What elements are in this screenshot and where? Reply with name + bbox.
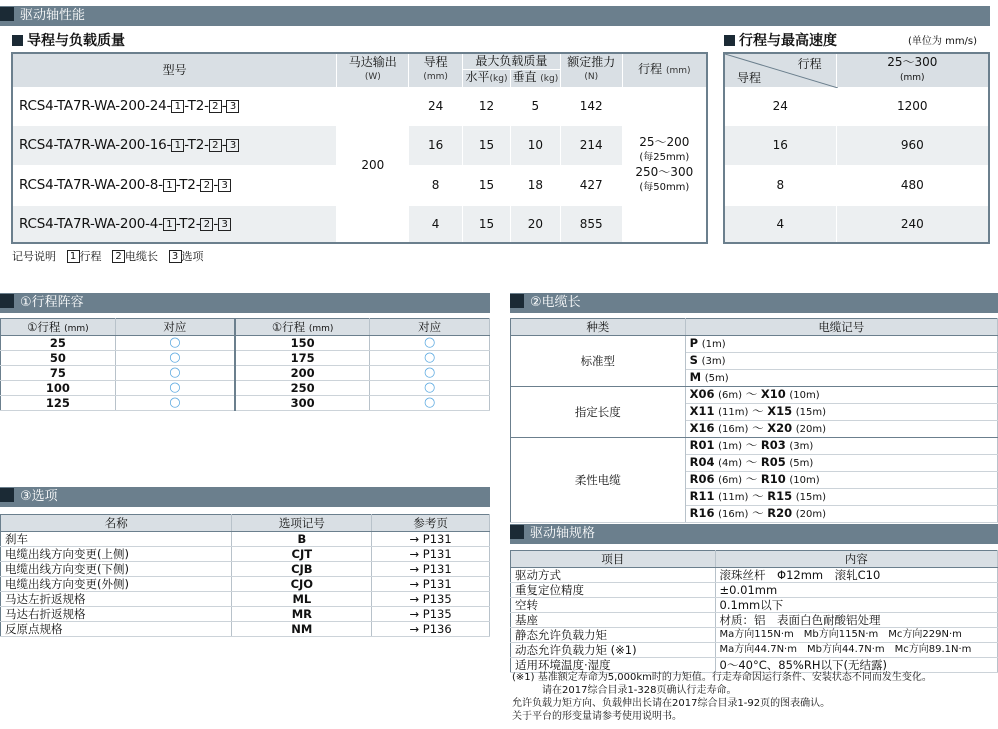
note-line: 允许负载力矩方向、负载伸出长请在2017综合目录1-92页的图表确认。	[512, 698, 831, 709]
lead-cell: 4	[409, 205, 463, 243]
cable-type: 柔性电缆	[511, 438, 686, 523]
thrust-cell: 855	[560, 205, 622, 243]
option-ref: → P131	[372, 577, 490, 592]
model-cell: RCS4-TA7R-WA-200-24- 1 -T2- 2 - 3	[12, 87, 337, 125]
circle-icon: ○	[115, 351, 235, 366]
cable-code: S (3m)	[685, 353, 997, 370]
stroke-value: 150	[235, 336, 370, 351]
symbol-legend: 记号说明 1 行程 2 电缆长 3 选项	[12, 250, 204, 263]
option-ref: → P131	[372, 532, 490, 547]
header-thrust: 额定推力 (N)	[560, 53, 622, 87]
cable-code: R04 (4m) ～ R05 (5m)	[685, 455, 997, 472]
header-stroke: 行程 (mm)	[622, 53, 707, 87]
speed-value: 240	[836, 205, 989, 243]
heading-square-icon	[12, 35, 23, 46]
spec-item: 基座	[511, 613, 716, 628]
header-horizontal: 水平(kg)	[463, 69, 511, 87]
option-code: CJO	[232, 577, 372, 592]
stroke-value: 125	[1, 396, 116, 411]
cable-code: M (5m)	[685, 370, 997, 387]
cable-type: 标准型	[511, 336, 686, 387]
bar-square-icon	[0, 294, 14, 308]
cable-code: P (1m)	[685, 336, 997, 353]
spec-content: Ma方向115N·m Mb方向115N·m Mc方向229N·m	[715, 628, 997, 643]
speed-heading: 行程与最高速度	[724, 30, 837, 50]
section-bar-stroke-list: ①行程阵容	[0, 293, 490, 313]
header-model: 型号	[12, 53, 337, 87]
speed-lead: 4	[724, 205, 836, 243]
cable-code: X16 (16m) ～ X20 (20m)	[685, 421, 997, 438]
horizontal-cell: 15	[463, 205, 511, 243]
spec-content: 滚珠丝杆 Φ12mm 滚轧C10	[715, 568, 997, 583]
header-option-code: 选项记号	[232, 515, 372, 532]
cable-code: R01 (1m) ～ R03 (3m)	[685, 438, 997, 455]
header-content: 内容	[715, 551, 997, 568]
circle-icon: ○	[370, 351, 490, 366]
speed-lead: 16	[724, 125, 836, 165]
option-ref: → P131	[372, 547, 490, 562]
lead-cell: 16	[409, 125, 463, 165]
header-stroke: ①行程 (mm)	[235, 319, 370, 336]
section-bar-cable-length: ②电缆长	[510, 293, 998, 313]
range-header: 25～300 (mm)	[836, 53, 989, 87]
lead-cell: 24	[409, 87, 463, 125]
section-bar-drive-performance	[0, 6, 990, 26]
lead-load-table	[11, 52, 708, 244]
spec-content: ±0.01mm	[715, 583, 997, 598]
option-name: 电缆出线方向变更(外侧)	[1, 577, 232, 592]
options-table	[0, 514, 490, 637]
bar-square-icon	[510, 294, 524, 308]
option-ref: → P131	[372, 562, 490, 577]
header-type: 种类	[511, 319, 686, 336]
option-code: CJT	[232, 547, 372, 562]
spec-item: 驱动方式	[511, 568, 716, 583]
heading-square-icon	[724, 35, 735, 46]
section-bar-options: ③选项	[0, 487, 490, 507]
option-code: MR	[232, 607, 372, 622]
circle-icon: ○	[370, 381, 490, 396]
option-name: 反原点规格	[1, 622, 232, 637]
option-name: 马达右折返规格	[1, 607, 232, 622]
stroke-value: 100	[1, 381, 116, 396]
option-ref: → P135	[372, 592, 490, 607]
stroke-value: 200	[235, 366, 370, 381]
spec-item: 适用环境温度·湿度	[511, 658, 716, 673]
horizontal-cell: 12	[463, 87, 511, 125]
thrust-cell: 142	[560, 87, 622, 125]
spec-item: 空转	[511, 598, 716, 613]
header-name: 名称	[1, 515, 232, 532]
header-ref-page: 参考页	[372, 515, 490, 532]
speed-lead: 24	[724, 87, 836, 125]
speed-value: 480	[836, 165, 989, 205]
option-code: NM	[232, 622, 372, 637]
stroke-value: 75	[1, 366, 116, 381]
drive-spec-table	[510, 550, 998, 673]
spec-content: Ma方向44.7N·m Mb方向44.7N·m Mc方向89.1N·m	[715, 643, 997, 658]
header-lead: 导程 (mm)	[409, 53, 463, 87]
stroke-value: 250	[235, 381, 370, 396]
horizontal-cell: 15	[463, 165, 511, 205]
vertical-cell: 10	[510, 125, 560, 165]
note-line: 请在2017综合目录1-328页确认行走寿命。	[542, 685, 737, 696]
spec-notes	[512, 671, 996, 723]
stroke-value: 175	[235, 351, 370, 366]
option-name: 电缆出线方向变更(上侧)	[1, 547, 232, 562]
header-vertical: 垂直 (kg)	[510, 69, 560, 87]
option-name: 刹车	[1, 532, 232, 547]
circle-icon: ○	[370, 336, 490, 351]
cable-code: R11 (11m) ～ R15 (15m)	[685, 489, 997, 506]
cable-code: X06 (6m) ～ X10 (10m)	[685, 387, 997, 404]
header-item: 项目	[511, 551, 716, 568]
speed-value: 1200	[836, 87, 989, 125]
header-cable-code: 电缆记号	[685, 319, 997, 336]
option-name: 马达左折返规格	[1, 592, 232, 607]
stroke-cell: 25～200 (每25mm) 250～300 (每50mm)	[622, 87, 707, 243]
speed-lead: 8	[724, 165, 836, 205]
circle-icon: ○	[115, 366, 235, 381]
option-code: ML	[232, 592, 372, 607]
thrust-cell: 214	[560, 125, 622, 165]
section-title: 驱动轴性能	[20, 8, 86, 23]
stroke-value: 25	[1, 336, 116, 351]
cable-code: R06 (6m) ～ R10 (10m)	[685, 472, 997, 489]
circle-icon: ○	[115, 336, 235, 351]
circle-icon: ○	[370, 366, 490, 381]
header-support: 对应	[115, 319, 235, 336]
cable-code: R16 (16m) ～ R20 (20m)	[685, 506, 997, 523]
option-code: B	[232, 532, 372, 547]
note-line: 关于平台的形变量请参考使用说明书。	[512, 711, 682, 722]
circle-icon: ○	[115, 381, 235, 396]
note-line: (※1) 基准额定寿命为5,000km时的力矩值。行走寿命因运行条件、安装状态不同而发生变化。	[512, 672, 932, 683]
spec-content: 0～40°C、85%RH以下(无结露)	[715, 658, 997, 673]
option-ref: → P135	[372, 607, 490, 622]
stroke-value: 300	[235, 396, 370, 411]
header-stroke: ①行程 (mm)	[1, 319, 116, 336]
spec-content: 0.1mm以下	[715, 598, 997, 613]
stroke-value: 50	[1, 351, 116, 366]
speed-unit-note: (单位为 mm/s)	[908, 36, 978, 47]
vertical-cell: 20	[510, 205, 560, 243]
header-max-load: 最大负载质量	[463, 53, 561, 69]
header-motor: 马达输出 (W)	[337, 53, 409, 87]
stroke-speed-table	[723, 52, 990, 244]
spec-item: 静态允许负载力矩	[511, 628, 716, 643]
load-heading: 导程与负载质量	[12, 30, 125, 50]
option-name: 电缆出线方向变更(下侧)	[1, 562, 232, 577]
speed-value: 960	[836, 125, 989, 165]
stroke-list-table	[0, 318, 490, 411]
spec-item: 重复定位精度	[511, 583, 716, 598]
model-cell: RCS4-TA7R-WA-200-8- 1 -T2- 2 - 3	[12, 165, 337, 205]
lead-cell: 8	[409, 165, 463, 205]
horizontal-cell: 15	[463, 125, 511, 165]
header-support: 对应	[370, 319, 490, 336]
bar-square-icon	[0, 488, 14, 502]
model-cell: RCS4-TA7R-WA-200-4- 1 -T2- 2 - 3	[12, 205, 337, 243]
motor-cell: 200	[337, 87, 409, 243]
cable-type: 指定长度	[511, 387, 686, 438]
thrust-cell: 427	[560, 165, 622, 205]
section-bar-drive-spec: 驱动轴规格	[510, 524, 998, 544]
option-code: CJB	[232, 562, 372, 577]
option-ref: → P136	[372, 622, 490, 637]
circle-icon: ○	[370, 396, 490, 411]
cable-code: X11 (11m) ～ X15 (15m)	[685, 404, 997, 421]
cable-length-table	[510, 318, 998, 523]
bar-square-icon	[0, 7, 14, 21]
circle-icon: ○	[115, 396, 235, 411]
bar-square-icon	[510, 525, 524, 539]
corner-header: 行程 导程	[724, 53, 836, 87]
vertical-cell: 5	[510, 87, 560, 125]
model-cell: RCS4-TA7R-WA-200-16- 1 -T2- 2 - 3	[12, 125, 337, 165]
spec-content: 材质：铝 表面白色耐酸铝处理	[715, 613, 997, 628]
vertical-cell: 18	[510, 165, 560, 205]
spec-item: 动态允许负载力矩 (※1)	[511, 643, 716, 658]
